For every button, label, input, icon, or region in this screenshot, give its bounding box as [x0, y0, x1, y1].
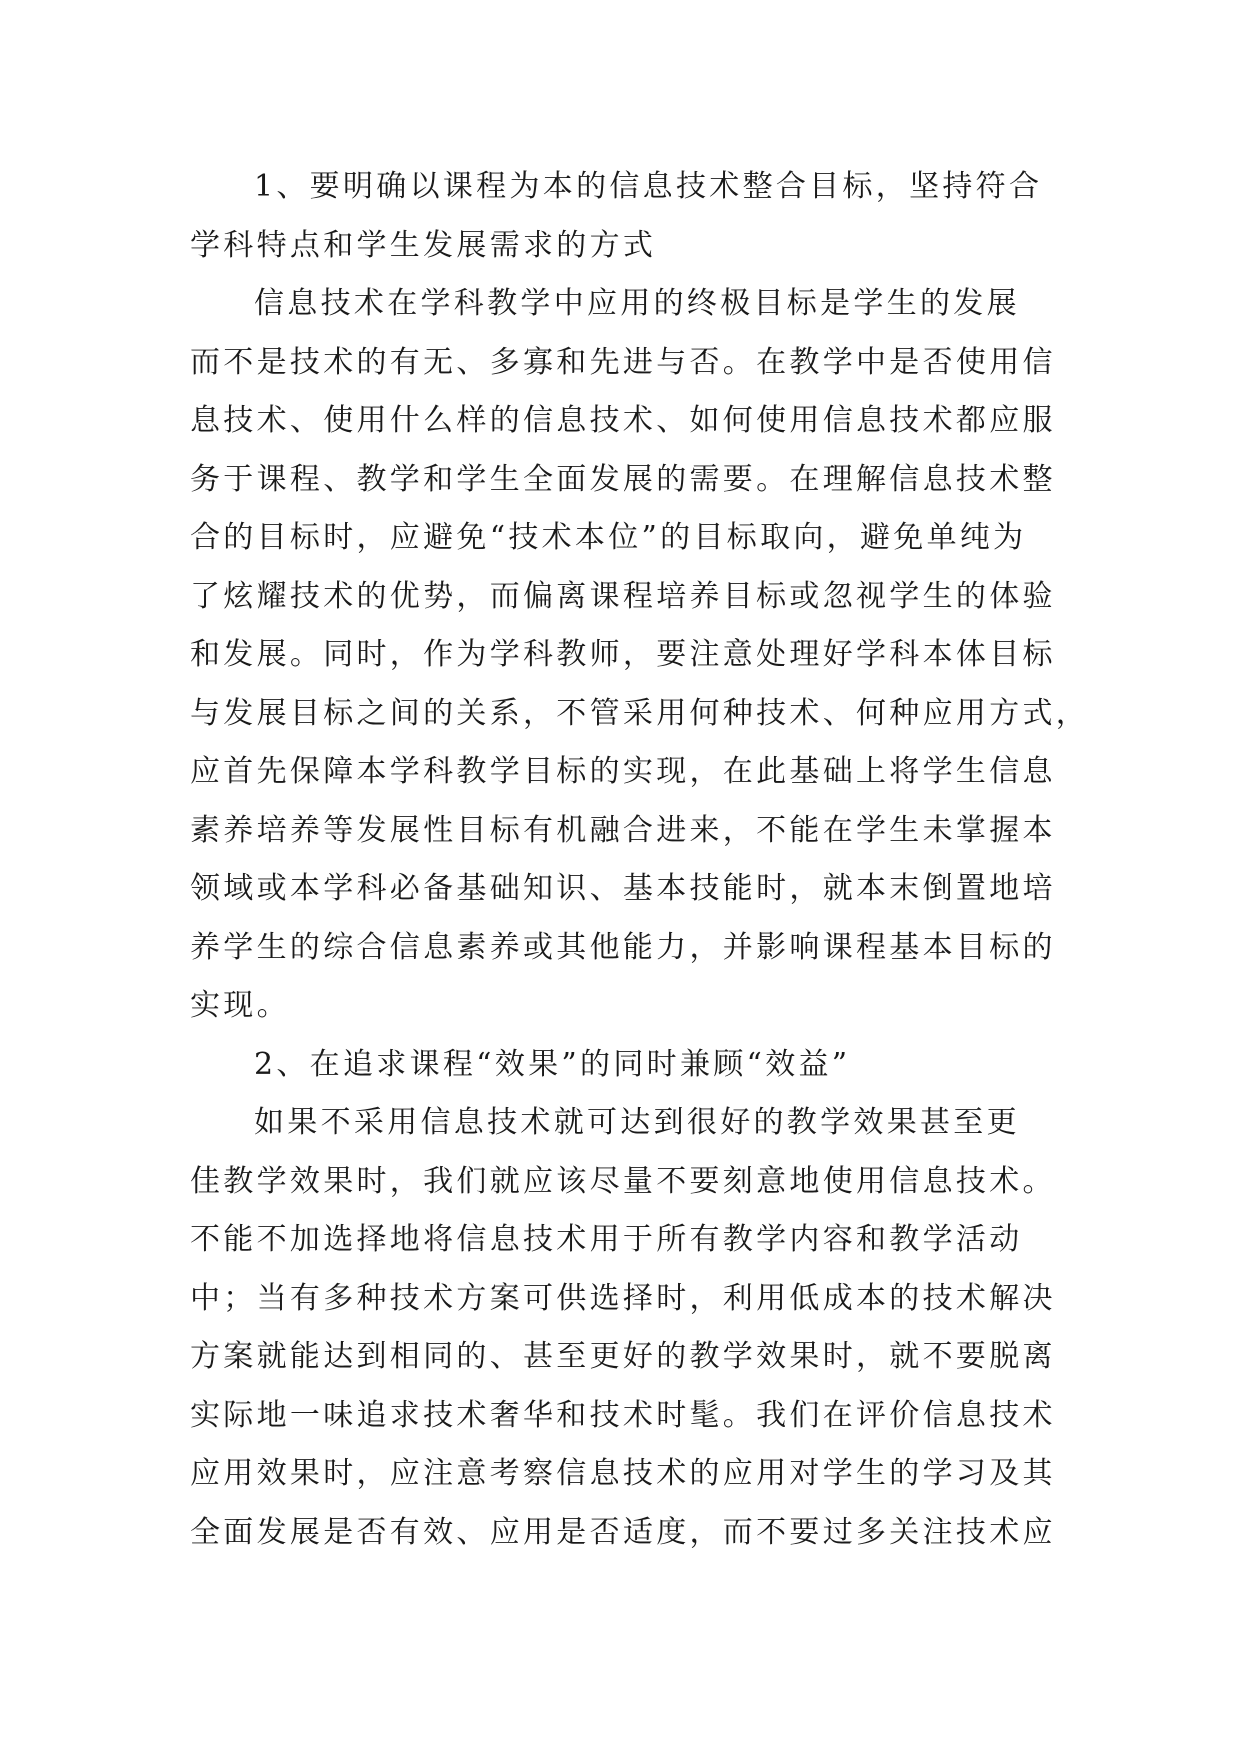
text-line: 素养培养等发展性目标有机融合进来，不能在学生未掌握本	[190, 812, 1056, 848]
text-line: 1、要明确以课程为本的信息技术整合目标，坚持符合	[254, 169, 1043, 204]
text-line: 养学生的综合信息素养或其他能力，并影响课程基本目标的	[190, 929, 1056, 965]
text-line: 佳教学效果时，我们就应该尽量不要刻意地使用信息技术。	[190, 1163, 1056, 1199]
text-line: 与发展目标之间的关系，不管采用何种技术、何种应用方式，	[190, 695, 1090, 731]
text-line: 方案就能达到相同的、甚至更好的教学效果时，就不要脱离	[190, 1339, 1056, 1374]
text-line: 信息技术在学科教学中应用的终极目标是学生的发展	[254, 286, 1020, 321]
text-line: 合的目标时，应避免“技术本位”的目标取向，避免单纯为	[190, 520, 1027, 555]
text-line: 全面发展是否有效、应用是否适度，而不要过多关注技术应	[190, 1514, 1056, 1550]
text-line: 实际地一味追求技术奢华和技术时髦。我们在评价信息技术	[190, 1397, 1056, 1433]
text-line: 了炫耀技术的优势，而偏离课程培养目标或忽视学生的体验	[190, 578, 1056, 614]
text-line: 息技术、使用什么样的信息技术、如何使用信息技术都应服	[190, 403, 1056, 438]
text-line: 中；当有多种技术方案可供选择时，利用低成本的技术解决	[190, 1280, 1056, 1316]
text-line: 和发展。同时，作为学科教师，要注意处理好学科本体目标	[190, 637, 1056, 672]
text-line: 不能不加选择地将信息技术用于所有教学内容和教学活动	[190, 1222, 1023, 1257]
text-line: 应首先保障本学科教学目标的实现，在此基础上将学生信息	[190, 754, 1056, 789]
text-line: 学科特点和学生发展需求的方式	[190, 227, 657, 263]
text-line: 而不是技术的有无、多寡和先进与否。在教学中是否使用信	[190, 344, 1056, 380]
text-line: 应用效果时，应注意考察信息技术的应用对学生的学习及其	[190, 1456, 1056, 1491]
text-line: 实现。	[190, 988, 290, 1023]
text-line: 2、在追求课程“效果”的同时兼顾“效益”	[254, 1046, 851, 1082]
document-body	[190, 158, 1090, 1562]
text-line: 领域或本学科必备基础知识、基本技能时，就本末倒置地培	[190, 871, 1056, 906]
text-line: 务于课程、教学和学生全面发展的需要。在理解信息技术整	[190, 461, 1056, 497]
text-line: 如果不采用信息技术就可达到很好的教学效果甚至更	[254, 1105, 1020, 1140]
